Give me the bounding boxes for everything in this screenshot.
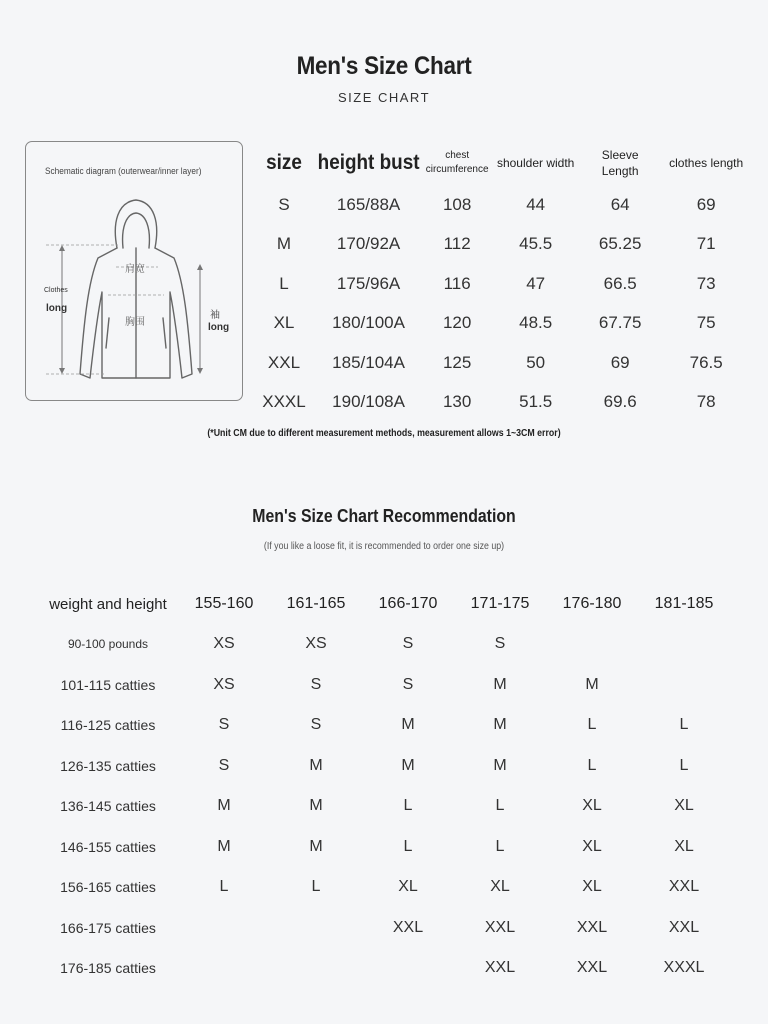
size-cell: M <box>217 837 231 855</box>
cell: 47 <box>526 273 546 293</box>
cell: L <box>279 273 289 293</box>
recommendation-title: Men's Size Chart Recommendation <box>252 506 516 526</box>
recommendation-row <box>38 665 730 706</box>
size-cell <box>638 665 730 706</box>
size-cell <box>178 948 270 989</box>
header-sleeve: Sleeve Length <box>601 147 639 178</box>
recommendation-table <box>38 584 730 989</box>
cell: 76.5 <box>689 352 723 372</box>
height-column: 166-170 <box>378 595 438 612</box>
size-cell: XXL <box>668 918 700 936</box>
header-height-bust: height bust <box>317 150 420 174</box>
header-chest: chest circumference <box>425 149 489 175</box>
size-cell: L <box>403 797 413 815</box>
weight-label: 166-175 catties <box>60 919 156 936</box>
size-cell: S <box>310 675 322 693</box>
size-row <box>256 225 754 265</box>
size-cell: S <box>310 716 322 734</box>
height-column: 181-185 <box>654 595 714 612</box>
cell: XXL <box>267 352 301 372</box>
size-cell <box>270 908 362 949</box>
size-cell <box>638 624 730 665</box>
long-label-right: long <box>208 322 230 333</box>
header-size: size <box>266 150 302 174</box>
size-cell: XXL <box>392 918 424 936</box>
cell: XXXL <box>262 392 306 412</box>
page-subtitle: SIZE CHART <box>337 90 431 105</box>
size-cell: M <box>401 716 415 734</box>
size-cell: M <box>493 716 507 734</box>
page-title: Men's Size Chart <box>296 52 472 80</box>
recommendation-header <box>38 584 730 624</box>
size-cell: M <box>493 675 507 693</box>
measurement-note: (*Unit CM due to different measurement methods, measurement allows 1~3CM error) <box>207 428 561 439</box>
size-cell: L <box>495 797 505 815</box>
clothes-label: Clothes <box>44 287 68 294</box>
cell: 75 <box>696 313 716 333</box>
cell: 69 <box>610 352 630 372</box>
cell: 64 <box>610 194 630 214</box>
height-column: 155-160 <box>194 595 254 612</box>
size-cell: XL <box>674 837 694 855</box>
long-label-left: long <box>46 303 68 314</box>
recommendation-row <box>38 624 730 665</box>
weight-label: 116-125 catties <box>60 717 156 734</box>
recommendation-row <box>38 948 730 989</box>
weight-label: 156-165 catties <box>60 879 156 896</box>
cell: 108 <box>442 194 472 214</box>
cell: S <box>278 194 290 214</box>
header-shoulder: shoulder width <box>496 155 575 170</box>
cell: 116 <box>443 273 471 293</box>
recommendation-row <box>38 705 730 746</box>
cell: 67.75 <box>598 313 642 333</box>
cell: 170/92A <box>336 234 401 254</box>
size-cell: XL <box>582 797 602 815</box>
size-cell: S <box>218 756 230 774</box>
schematic-diagram <box>25 141 243 401</box>
size-cell: M <box>585 675 599 693</box>
cell: XL <box>273 313 295 333</box>
cell: 44 <box>526 194 546 214</box>
size-cell <box>546 624 638 665</box>
size-cell: L <box>679 756 689 774</box>
height-column: 176-180 <box>562 595 622 612</box>
size-cell: XS <box>213 675 235 693</box>
cell: 51.5 <box>519 392 553 412</box>
recommendation-row <box>38 867 730 908</box>
cell: 165/88A <box>336 194 401 214</box>
cell: 45.5 <box>519 234 553 254</box>
sleeve-label: 袖 <box>210 310 220 321</box>
size-cell: XXL <box>576 918 608 936</box>
size-cell <box>362 948 454 989</box>
cell: 73 <box>696 273 716 293</box>
size-cell: M <box>493 756 507 774</box>
cell: 130 <box>442 392 472 412</box>
size-cell: L <box>219 878 229 896</box>
chest-label: 胸围 <box>125 317 145 328</box>
size-cell: L <box>679 716 689 734</box>
recommendation-subtitle: (If you like a loose fit, it is recommended to order one size up) <box>263 541 505 552</box>
cell: 71 <box>696 234 716 254</box>
size-row <box>256 383 754 423</box>
weight-label: 176-185 catties <box>60 960 156 977</box>
size-cell: L <box>587 756 597 774</box>
size-cell <box>178 908 270 949</box>
cell: 175/96A <box>336 273 401 293</box>
height-column: 171-175 <box>470 595 530 612</box>
cell: 65.25 <box>598 234 642 254</box>
cell: 180/100A <box>332 313 405 333</box>
size-cell: L <box>311 878 321 896</box>
size-cell: XS <box>305 635 327 653</box>
size-cell: XXXL <box>663 959 705 977</box>
size-cell: XL <box>582 878 602 896</box>
cell: 69.6 <box>603 392 637 412</box>
size-cell: XXL <box>484 959 516 977</box>
cell: 190/108A <box>332 392 405 412</box>
size-row <box>256 304 754 344</box>
cell: 120 <box>442 313 472 333</box>
size-cell: S <box>494 635 506 653</box>
size-cell: XL <box>398 878 418 896</box>
size-cell: M <box>309 837 323 855</box>
size-row <box>256 343 754 383</box>
size-row <box>256 264 754 304</box>
size-cell: XL <box>674 797 694 815</box>
size-cell: L <box>495 837 505 855</box>
size-cell: S <box>402 635 414 653</box>
recommendation-row <box>38 786 730 827</box>
weight-label: 90-100 pounds <box>67 637 149 652</box>
diagram-caption: Schematic diagram (outerwear/inner layer) <box>45 166 202 176</box>
size-cell: M <box>401 756 415 774</box>
size-cell: L <box>587 716 597 734</box>
recommendation-row <box>38 746 730 787</box>
size-cell: XXL <box>668 878 700 896</box>
cell: 69 <box>696 194 716 214</box>
height-column: 161-165 <box>286 595 346 612</box>
cell: 50 <box>526 352 546 372</box>
shoulder-label: 肩宽 <box>125 264 145 275</box>
cell: 48.5 <box>519 313 553 333</box>
cell: 185/104A <box>332 352 405 372</box>
cell: 125 <box>442 352 472 372</box>
size-cell: XXL <box>576 959 608 977</box>
size-cell: M <box>217 797 231 815</box>
size-cell: M <box>309 797 323 815</box>
size-chart-table <box>256 140 754 422</box>
size-cell: S <box>218 716 230 734</box>
weight-label: 126-135 catties <box>60 757 156 774</box>
corner-label: weight and height <box>49 595 167 613</box>
recommendation-row <box>38 908 730 949</box>
recommendation-row <box>38 827 730 868</box>
size-table-header <box>256 140 754 185</box>
size-cell: M <box>309 756 323 774</box>
size-row <box>256 185 754 225</box>
size-cell: S <box>402 675 414 693</box>
cell: M <box>276 234 292 254</box>
size-cell: L <box>403 837 413 855</box>
cell: 78 <box>696 392 716 412</box>
weight-label: 146-155 catties <box>60 838 156 855</box>
header-clothes-length: clothes length <box>669 155 744 170</box>
cell: 112 <box>443 234 471 254</box>
size-cell <box>270 948 362 989</box>
size-cell: XXL <box>484 918 516 936</box>
weight-label: 101-115 catties <box>60 676 156 693</box>
size-cell: XL <box>490 878 510 896</box>
weight-label: 136-145 catties <box>60 798 156 815</box>
size-cell: XS <box>213 635 235 653</box>
size-cell: XL <box>582 837 602 855</box>
cell: 66.5 <box>603 273 637 293</box>
